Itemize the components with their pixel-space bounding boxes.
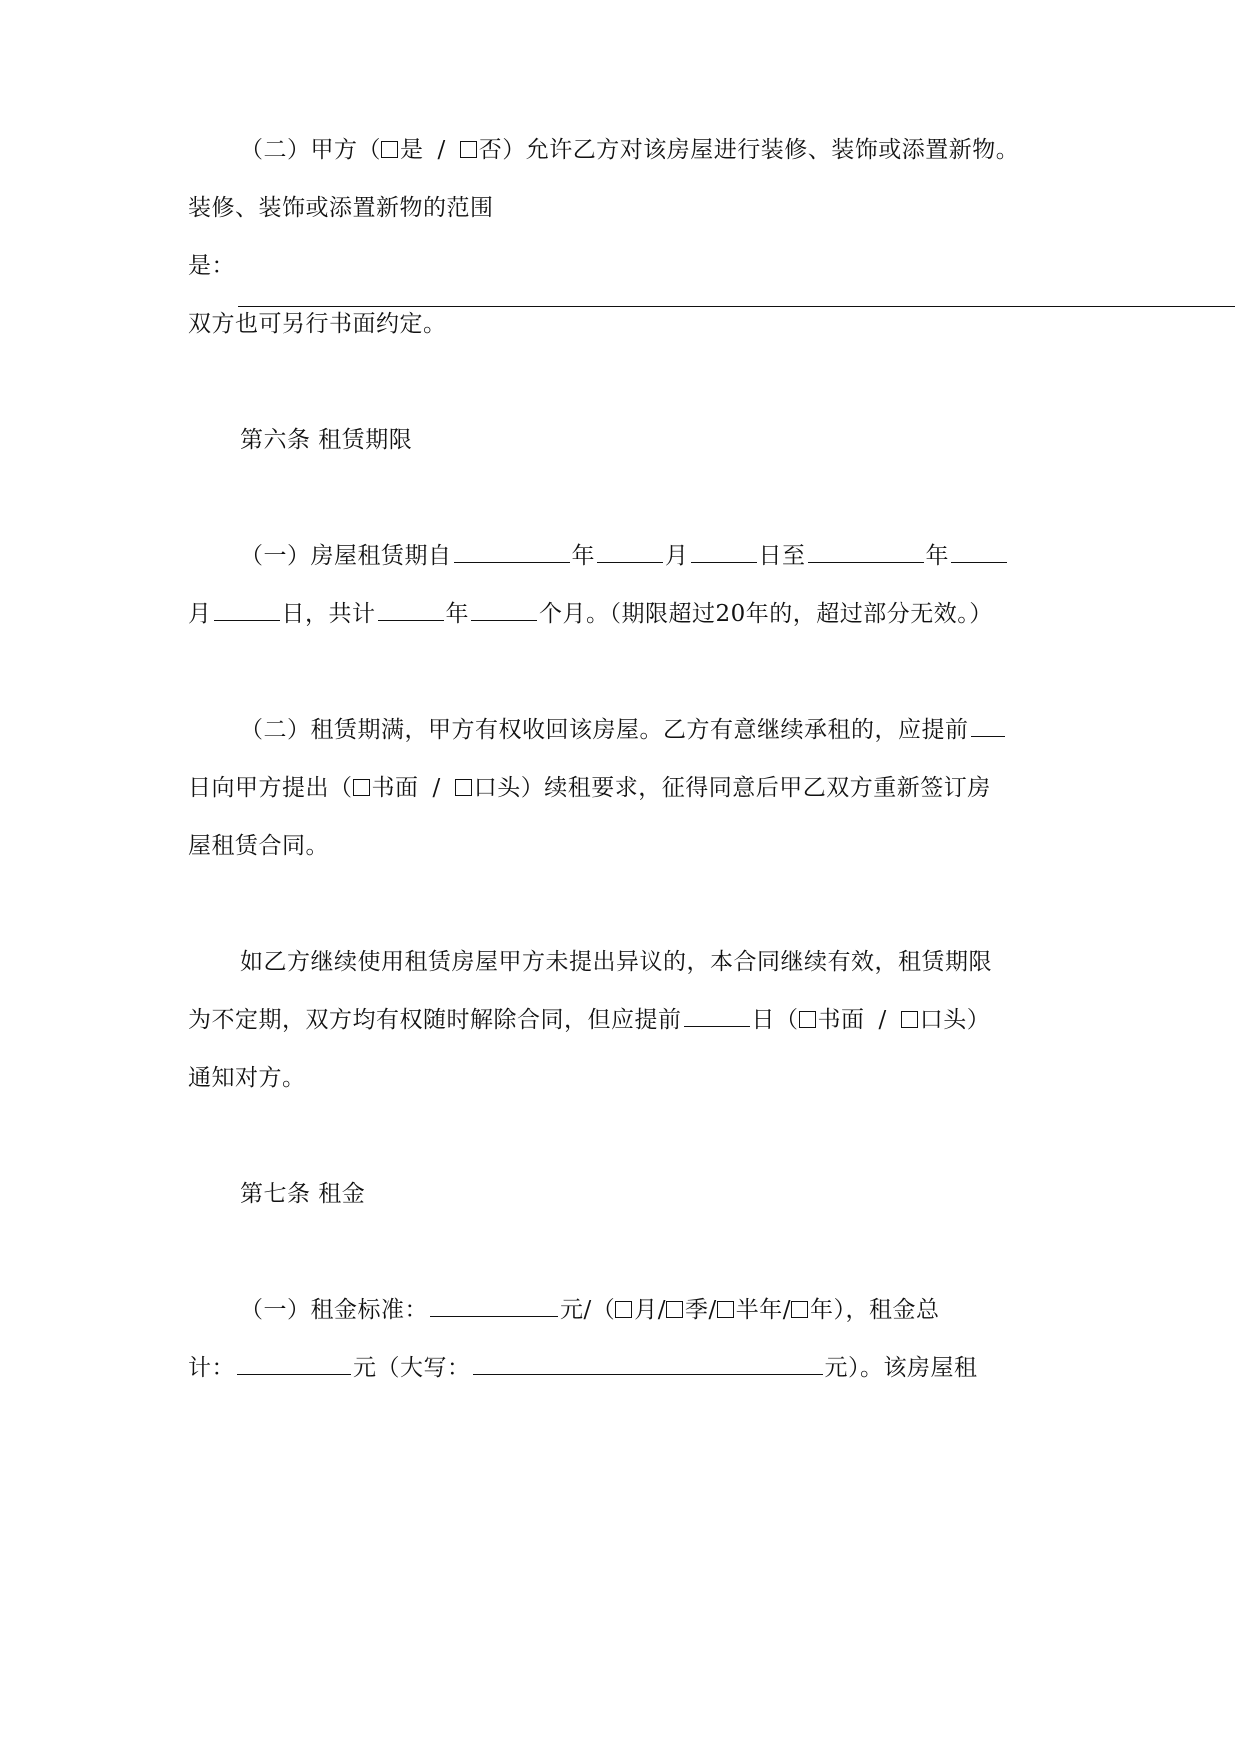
checkbox-termination-written[interactable] [799,1011,816,1028]
renewal-notice-days-blank[interactable] [971,712,1005,737]
rent-total-uppercase-blank[interactable] [473,1350,823,1375]
termination-notice-days-blank[interactable] [684,1002,750,1027]
start-month-blank[interactable] [597,538,663,563]
checkbox-rent-semiannual[interactable] [717,1301,734,1318]
checkbox-termination-oral[interactable] [901,1011,918,1028]
total-months-blank[interactable] [471,596,537,621]
clause-6-3-line-3: 通知对方。 [188,1065,306,1091]
article-6-heading: 第六条 租赁期限 [240,427,413,453]
checkbox-rent-monthly[interactable] [615,1301,632,1318]
checkbox-renewal-oral[interactable] [455,779,472,796]
clause-7-1-line-2: 计： 元（大写： 元）。该房屋租 [188,1350,978,1386]
clause-6-2-line-1: （二）租赁期满，甲方有权收回该房屋。乙方有意继续承租的，应提前 [240,712,1007,748]
checkbox-rent-quarterly[interactable] [666,1301,683,1318]
checkbox-allow-no[interactable] [460,141,477,158]
clause-6-2-line-3: 屋租赁合同。 [188,833,329,859]
article-7-heading: 第七条 租金 [240,1181,366,1207]
total-years-blank[interactable] [378,596,444,621]
clause-7-1-line-1: （一）租金标准： 元/（ 月/ 季/ 半年/ 年），租金总 [240,1292,940,1328]
clause-6-1-line-2: 月 日，共计 年 个月。（期限超过20年的，超过部分无效。） [188,596,993,632]
clause-6-3-line-2: 为不定期，双方均有权随时解除合同，但应提前 日（ 书面 / 口头） [188,1002,990,1038]
clause-6-2-line-2: 日向甲方提出（ 书面 / 口头）续租要求，征得同意后甲乙双方重新签订房 [188,775,991,801]
end-day-blank[interactable] [214,596,280,621]
checkbox-renewal-written[interactable] [353,779,370,796]
clause-5-2-line-2: 装修、装饰或添置新物的范围 [188,195,494,221]
checkbox-rent-annual[interactable] [791,1301,808,1318]
clause-5-2-line-1: （二）甲方（ 是 / 否）允许乙方对该房屋进行装修、装饰或添置新物。 [240,137,1020,163]
rent-amount-blank[interactable] [430,1292,558,1317]
rent-total-blank[interactable] [237,1350,351,1375]
clause-5-2-line-3: 是： [188,253,235,279]
checkbox-allow-yes[interactable] [381,141,398,158]
start-day-blank[interactable] [691,538,757,563]
end-month-blank[interactable] [951,538,1007,563]
clause-6-1-line-1: （一）房屋租赁期自 年 月 日至 年 [240,538,1009,574]
clause-6-3-line-1: 如乙方继续使用租赁房屋甲方未提出异议的，本合同继续有效，租赁期限 [240,949,992,975]
start-year-blank[interactable] [454,538,570,563]
end-year-blank[interactable] [808,538,924,563]
clause-5-2-line-4: 双方也可另行书面约定。 [188,311,447,337]
